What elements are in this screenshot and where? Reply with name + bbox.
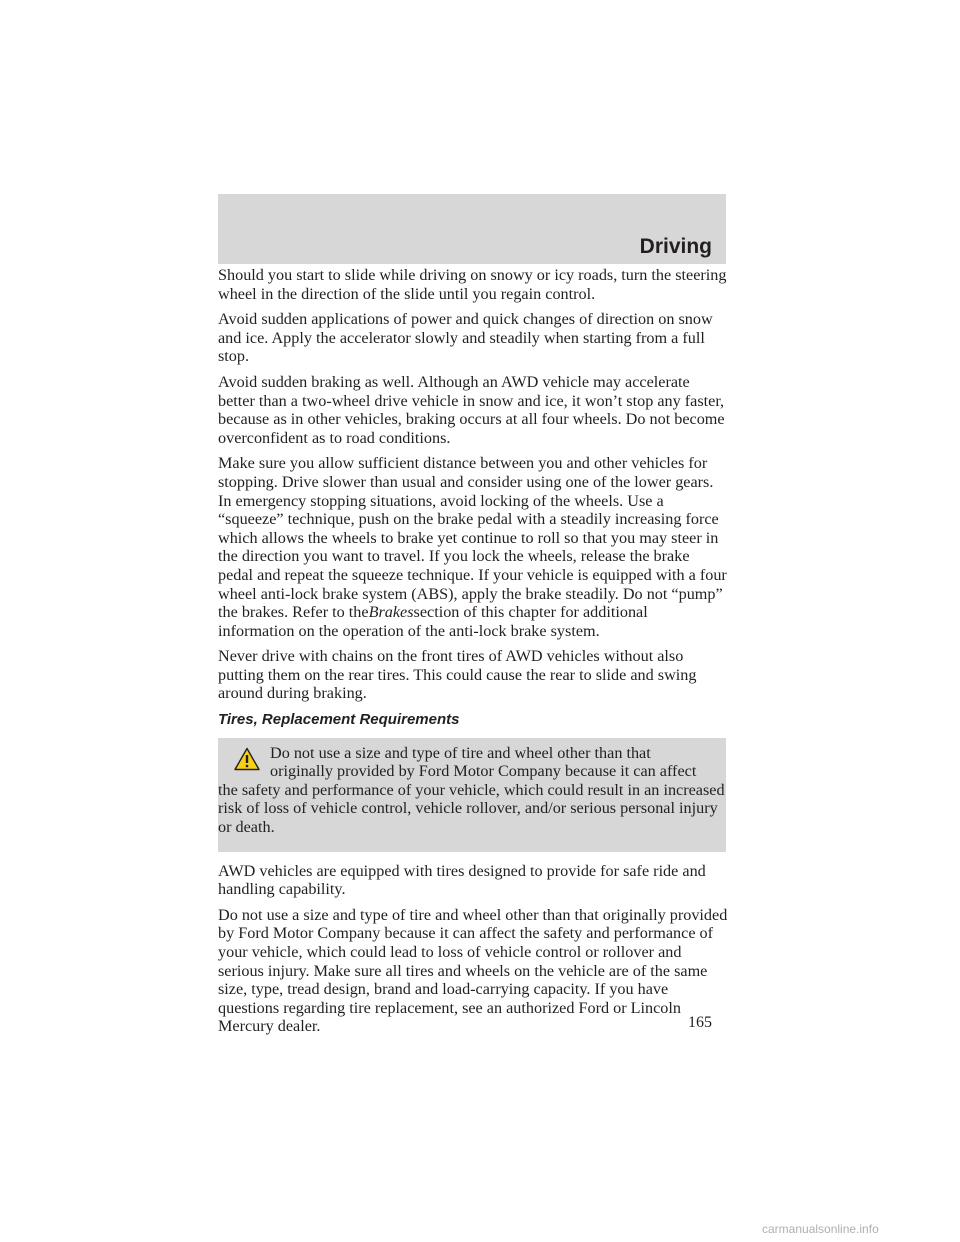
paragraph-power-changes: Avoid sudden applications of power and quick changes of direction on snow and ice. Apply the accelerator slowly and steadily when starting from a full stop. [218, 310, 713, 366]
warning-rest: the safety and performance of your vehicle, which could result in an increased risk of loss of vehicle control, vehicle rollover, and/or serious personal injury or death. [218, 780, 725, 837]
warning-line-2: originally provided by Ford Motor Company because it can affect [270, 762, 697, 781]
watermark-text: carmanualsonline.info [762, 1222, 879, 1236]
paragraph-slide-control: Should you start to slide while driving on snowy or icy roads, turn the steering wheel in the direction of the slide until you regain control. [218, 266, 727, 303]
paragraph-awd-tires: AWD vehicles are equipped with tires designed to provide for safe ride and handling capability. [218, 861, 706, 899]
paragraph-tire-size-type: Do not use a size and type of tire and wheel other than that originally provided by Ford Motor Company because it can affect the safety and performance of your vehicle, which could lead to loss of vehicle control or rollover and serious injury. Make sure all tires and wheels on the vehicle are of the same size, type, tread design, brand and load-carrying capacity. If you have questions regarding tire replacement, see an authorized Ford or Lincoln Mercury dealer. [218, 905, 728, 1036]
warning-text [218, 744, 726, 837]
subheading-tires-replacement: Tires, Replacement Requirements [218, 711, 460, 729]
warning-triangle-icon [234, 747, 260, 771]
warning-box [218, 738, 726, 852]
paragraph-stopping-distance-text: Make sure you allow sufficient distance between you and other vehicles for stopping. Drive slower than usual and consider using one of the lower gears. In emergency stopping situations, avoid locking of the wheels. Use a “squeeze” technique, push on the brake pedal with a steadily increasing force which allows the wheels to brake yet continue to roll so that you may steer in the direction you want to travel. If you lock the wheels, release the brake pedal and repeat the squeeze technique. If your vehicle is equipped with a four wheel anti-lock brake system (ABS), apply the brake steadily. Do not “pump” the brakes. Refer to the [218, 454, 727, 622]
brakes-section-reference: Brakes [368, 603, 414, 622]
paragraph-stopping-distance-tail: section of this chapter for additional information on the operation of the anti-lock brake system. [218, 603, 648, 640]
section-title: Driving [639, 235, 712, 258]
warning-line-1: Do not use a size and type of tire and wheel other than that [270, 743, 651, 762]
paragraph-sudden-braking: Avoid sudden braking as well. Although an AWD vehicle may accelerate better than a two-wheel drive vehicle in snow and ice, it won’t stop any faster, because as in other vehicles, braking occurs at all four wheels. Do not become overconfident as to road conditions. [218, 372, 725, 447]
paragraph-chains: Never drive with chains on the front tires of AWD vehicles without also putting them on the rear tires. This could cause the rear to slide and swing around during braking. [218, 647, 697, 703]
page-content [218, 266, 728, 1043]
section-header-band [218, 194, 726, 264]
paragraph-stopping-distance [218, 454, 728, 640]
page-number: 165 [688, 1014, 712, 1031]
